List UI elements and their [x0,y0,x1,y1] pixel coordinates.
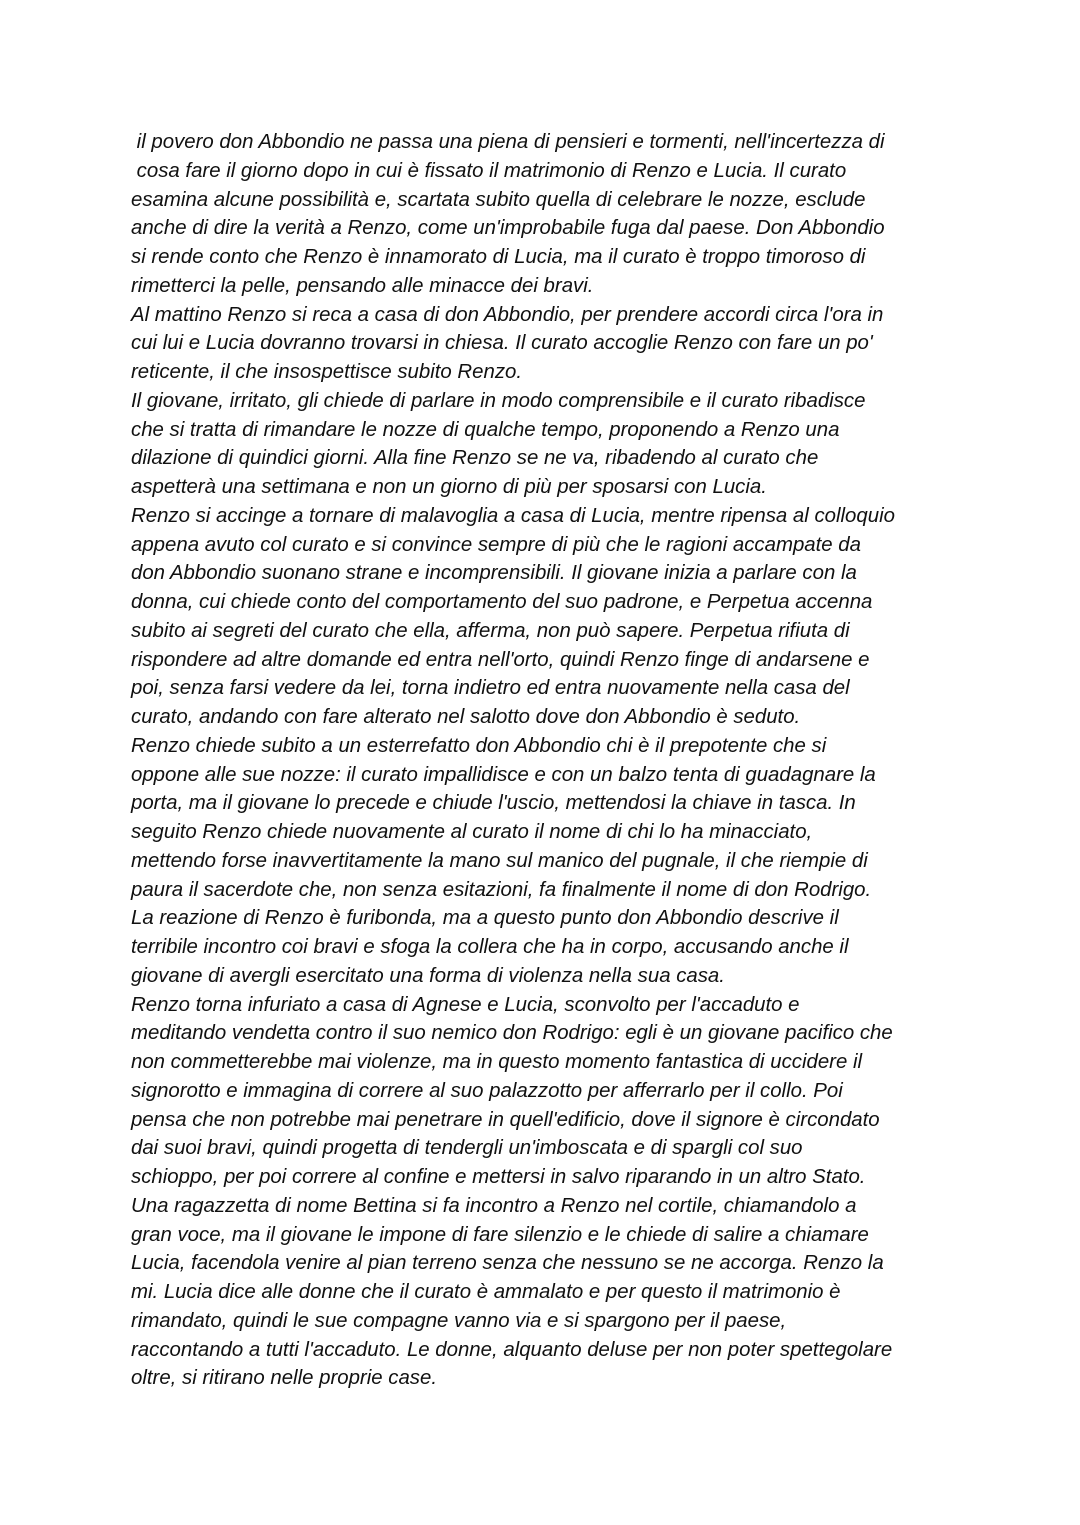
text-line: seguito Renzo chiede nuovamente al curato il nome di chi lo ha minacciato, [131,821,813,843]
text-line: cosa fare il giorno dopo in cui è fissato il matrimonio di Renzo e Lucia. Il curato [131,159,847,182]
text-line: Al mattino Renzo si reca a casa di don Abbondio, per prendere accordi circa l'ora in [131,303,884,326]
text-line: il povero don Abbondio ne passa una piena di pensieri e tormenti, nell'incertezza di [131,131,885,153]
text-line: rimandato, quindi le sue compagne vanno via e si spargono per il paese, [131,1309,787,1332]
text-line: si rende conto che Renzo è innamorato di Lucia, ma il curato è troppo timoroso di [131,246,866,268]
text-line: raccontando a tutti l'accaduto. Le donne, alquanto deluse per non poter spettegolare [131,1338,893,1361]
text-line: oltre, si ritirano nelle proprie case. [131,1367,437,1390]
text-line: gran voce, ma il giovane le impone di fare silenzio e le chiede di salire a chiamare [131,1223,869,1246]
text-line: rimetterci la pelle, pensando alle minacce dei bravi. [131,274,594,297]
text-line: mettendo forse inavvertitamente la mano sul manico del pugnale, il che riempie di [131,849,868,872]
text-line: don Abbondio suonano strane e incomprensibili. Il giovane inizia a parlare con la [131,562,857,585]
text-line: mi. Lucia dice alle donne che il curato è ammalato e per questo il matrimonio è [131,1281,841,1303]
text-line: curato, andando con fare alterato nel salotto dove don Abbondio è seduto. [131,706,801,728]
text-line: schioppo, per poi correre al confine e mettersi in salvo riparando in un altro Stato. [131,1166,866,1188]
body-text [131,128,961,1393]
text-line: appena avuto col curato e si convince sempre di più che le ragioni accampate da [131,533,861,556]
text-line: meditando vendetta contro il suo nemico don Rodrigo: egli è un giovane pacifico che [131,1022,893,1045]
text-line: dilazione di quindici giorni. Alla fine Renzo se ne va, ribadendo al curato che [131,447,819,470]
text-line: terribile incontro coi bravi e sfoga la collera che ha in corpo, accusando anche il [131,936,849,958]
text-line: Il giovane, irritato, gli chiede di parlare in modo comprensibile e il curato ribadisce [131,389,866,412]
text-line: poi, senza farsi vedere da lei, torna indietro ed entra nuovamente nella casa del [131,677,850,700]
text-line: oppone alle sue nozze: il curato impallidisce e con un balzo tenta di guadagnare la [131,763,876,786]
text-line: Renzo chiede subito a un esterrefatto don Abbondio chi è il prepotente che si [131,734,827,757]
text-line: donna, cui chiede conto del comportamento del suo padrone, e Perpetua accenna [131,591,873,613]
text-line: cui lui e Lucia dovranno trovarsi in chiesa. Il curato accoglie Renzo con fare un po' [131,332,873,355]
text-line: paura il sacerdote che, non senza esitazioni, fa finalmente il nome di don Rodrigo. [131,878,872,901]
text-line: non commetterebbe mai violenze, ma in questo momento fantastica di uccidere il [131,1051,863,1073]
text-line: Renzo torna infuriato a casa di Agnese e Lucia, sconvolto per l'accaduto e [131,993,800,1016]
text-line: porta, ma il giovane lo precede e chiude l'uscio, mettendosi la chiave in tasca. In [131,792,856,815]
text-line: anche di dire la verità a Renzo, come un'improbabile fuga dal paese. Don Abbondio [131,217,885,240]
text-line: esamina alcune possibilità e, scartata subito quella di celebrare le nozze, esclude [131,188,866,211]
text-line: Renzo si accinge a tornare di malavoglia a casa di Lucia, mentre ripensa al colloquio [131,504,895,527]
text-line: La reazione di Renzo è furibonda, ma a questo punto don Abbondio descrive il [131,907,839,930]
text-line: reticente, il che insospettisce subito Renzo. [131,361,523,383]
text-line: aspetterà una settimana e non un giorno di più per sposarsi con Lucia. [131,476,767,498]
text-line: che si tratta di rimandare le nozze di qualche tempo, proponendo a Renzo una [131,418,840,441]
text-line: dai suoi bravi, quindi progetta di tendergli un'imboscata e di spargli col suo [131,1137,803,1160]
text-line: subito ai segreti del curato che ella, afferma, non può sapere. Perpetua rifiuta di [131,619,850,642]
text-line: Una ragazzetta di nome Bettina si fa incontro a Renzo nel cortile, chiamandolo a [131,1194,857,1217]
text-line: pensa che non potrebbe mai penetrare in quell'edificio, dove il signore è circondato [131,1108,880,1131]
text-line: signorotto e immagina di correre al suo palazzotto per afferrarlo per il collo. Poi [131,1079,843,1102]
text-line: Lucia, facendola venire al pian terreno senza che nessuno se ne accorga. Renzo la [131,1252,884,1275]
text-line: rispondere ad altre domande ed entra nell'orto, quindi Renzo finge di andarsene e [131,648,870,671]
text-line: giovane di avergli esercitato una forma di violenza nella sua casa. [131,964,725,987]
